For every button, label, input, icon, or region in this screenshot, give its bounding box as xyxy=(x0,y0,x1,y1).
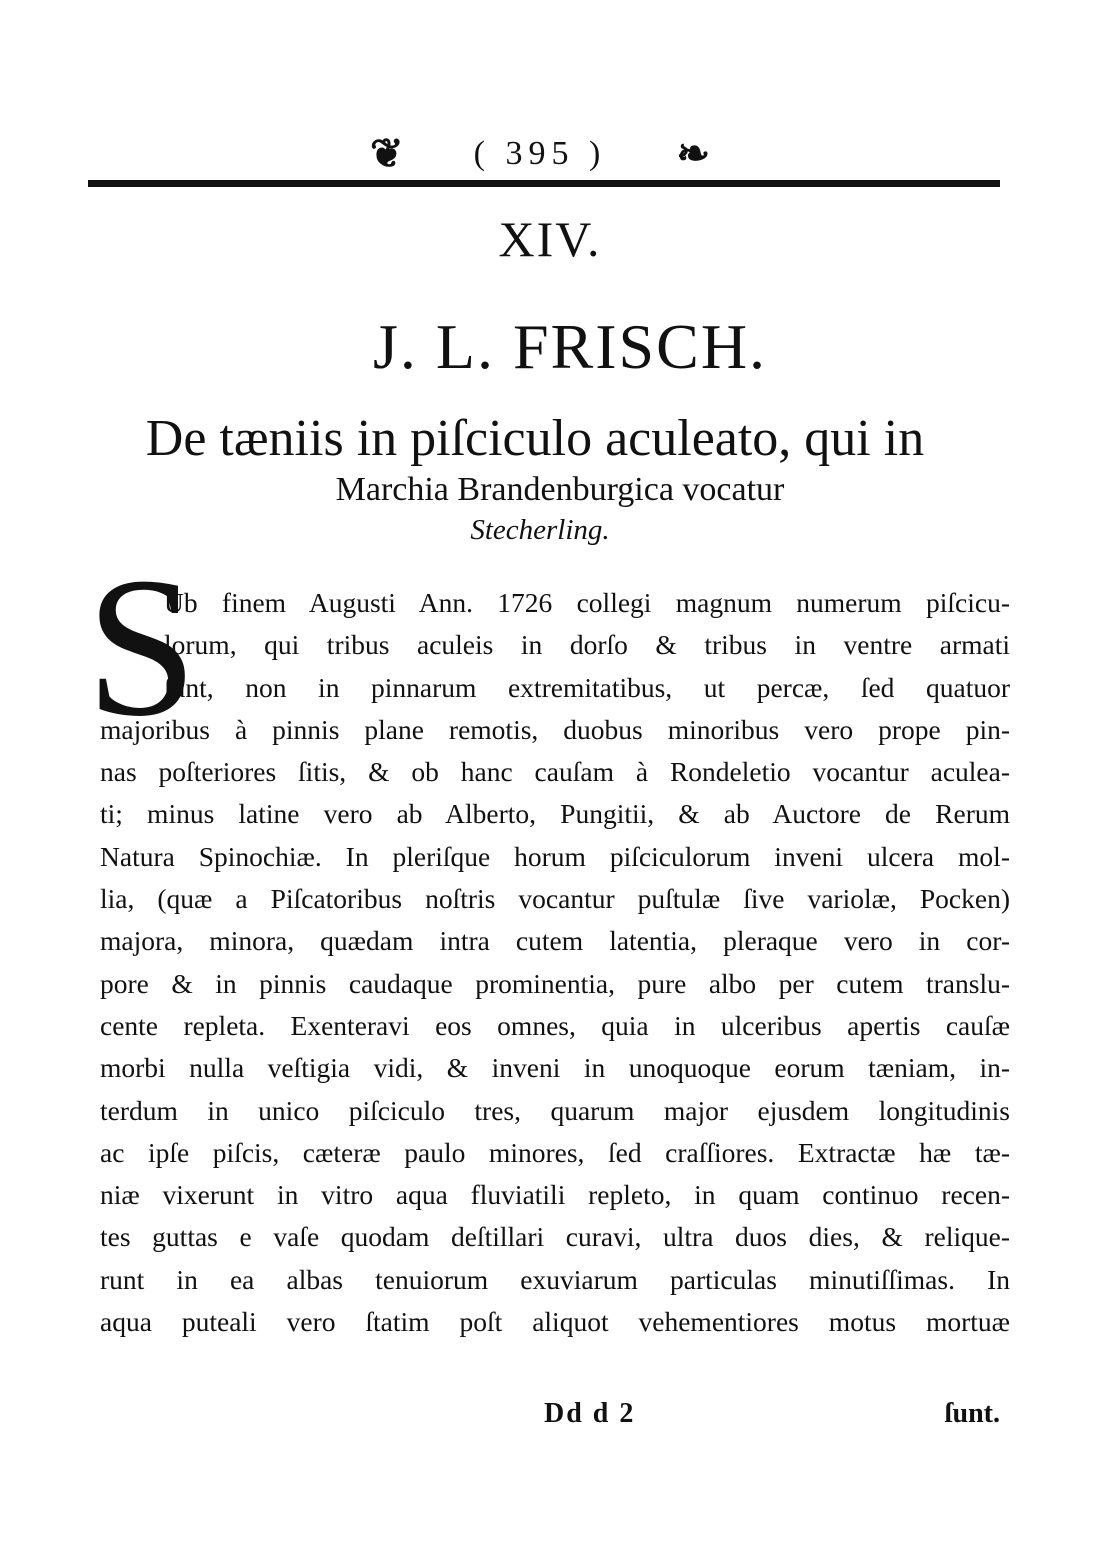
article-title-line-1: De tæniis in piſciculo aculeato, qui in xyxy=(145,410,925,467)
header-rule xyxy=(88,180,1000,187)
left-ornament-icon: ❦ xyxy=(370,131,404,176)
running-head xyxy=(370,132,710,176)
body-line: majora, minora, quædam intra cutem latentia, pleraque vero in cor- xyxy=(100,925,1010,957)
page-number: ( 395 ) xyxy=(473,135,607,172)
article-title-line-3: Stecherling. xyxy=(470,514,610,546)
body-line: niæ vixerunt in vitro aqua fluviatili repleto, in quam continuo recen- xyxy=(100,1179,1010,1211)
body-paragraph xyxy=(100,582,1010,1343)
body-line: Ub finem Augusti Ann. 1726 collegi magnum numerum piſcicu- xyxy=(164,587,1010,618)
body-line: tes guttas e vaſe quodam deſtillari curavi, ultra duos dies, & relique- xyxy=(100,1221,1010,1253)
body-line: nas poſteriores ſitis, & ob hanc cauſam à Rondeletio vocantur aculea- xyxy=(100,756,1010,788)
page-footer xyxy=(100,1398,1000,1438)
article-title-line-2: Marchia Brandenburgica vocatur xyxy=(335,471,785,508)
body-line: ſunt, non in pinnarum extremitatibus, ut percæ, ſed quatuor xyxy=(164,671,1010,703)
author-name: J. L. FRISCH. xyxy=(372,311,768,382)
body-line: aqua puteali vero ſtatim poſt aliquot vehementiores motus mortuæ xyxy=(100,1306,1010,1338)
right-ornament-icon: ❧ xyxy=(676,131,710,176)
body-line: majoribus à pinnis plane remotis, duobus minoribus vero prope pin- xyxy=(100,713,1010,745)
drop-cap: S xyxy=(86,537,198,758)
body-line: morbi nulla veſtigia vidi, & inveni in unoquoque eorum tæniam, in- xyxy=(100,1052,1010,1084)
body-line: Natura Spinochiæ. In pleriſque horum piſciculorum inveni ulcera mol- xyxy=(100,840,1010,872)
signature-mark: Dd d 2 xyxy=(544,1398,636,1429)
body-line: pore & in pinnis caudaque prominentia, pure albo per cutem translu- xyxy=(100,967,1010,999)
body-line: terdum in unico piſciculo tres, quarum major ejusdem longitudinis xyxy=(100,1094,1010,1126)
body-line: ac ipſe piſcis, cæteræ paulo minores, ſed craſſiores. Extractæ hæ tæ- xyxy=(100,1136,1010,1168)
body-line: ti; minus latine vero ab Alberto, Pungitii, & ab Auctore de Rerum xyxy=(100,798,1010,830)
catchword: ſunt. xyxy=(944,1398,1000,1429)
section-number: XIV. xyxy=(498,211,602,267)
body-line: lia, (quæ a Piſcatoribus noſtris vocantur puſtulæ ſive variolæ, Pocken) xyxy=(100,883,1010,915)
body-line: lorum, qui tribus aculeis in dorſo & tribus in ventre armati xyxy=(164,629,1010,661)
body-line: cente repleta. Exenteravi eos omnes, quia in ulceribus apertis cauſæ xyxy=(100,1009,1010,1041)
body-line: runt in ea albas tenuiorum exuviarum particulas minutiſſimas. In xyxy=(100,1263,1010,1295)
